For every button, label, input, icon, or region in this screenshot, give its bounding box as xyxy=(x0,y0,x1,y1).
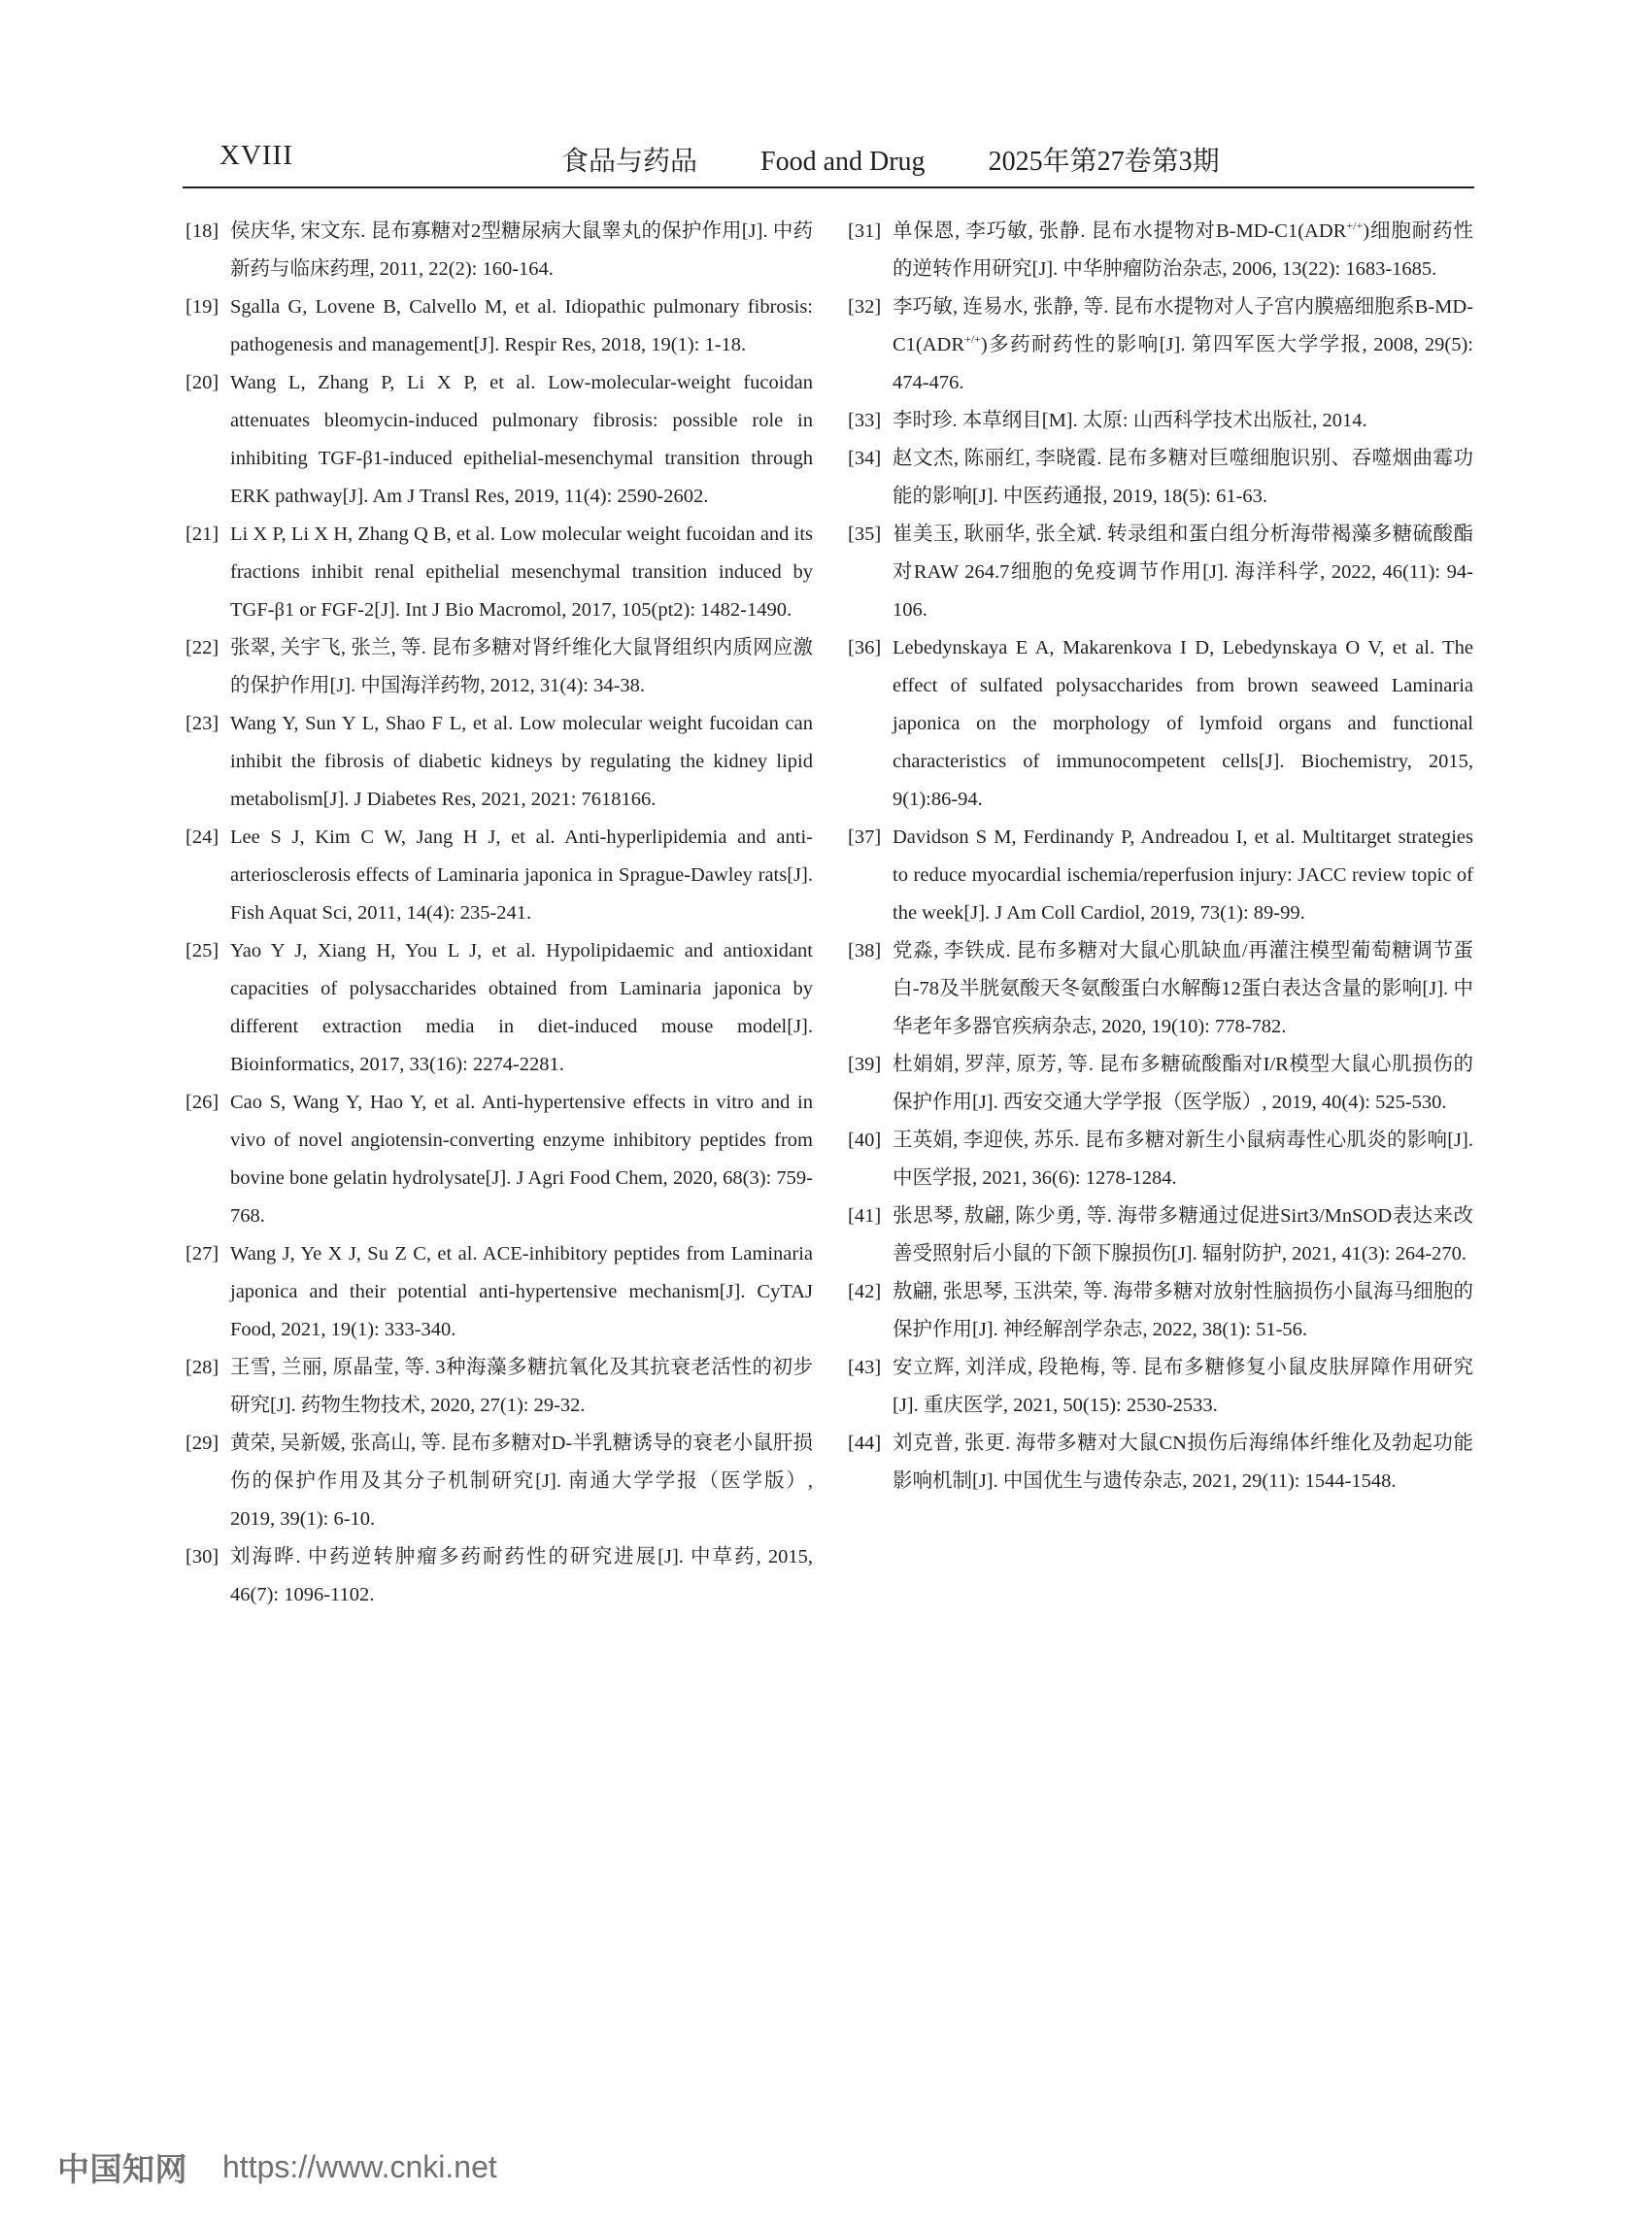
reference-text: 敖翩, 张思琴, 玉洪荣, 等. 海带多糖对放射性脑损伤小鼠海马细胞的保护作用[J]. 神经解剖学杂志, 2022, 38(1): 51-56. xyxy=(893,1281,1473,1340)
reference-text: 王英娟, 李迎侠, 苏乐. 昆布多糖对新生小鼠病毒性心肌炎的影响[J]. 中医学报, 2021, 36(6): 1278-1284. xyxy=(893,1130,1473,1189)
reference-text: Wang J, Ye X J, Su Z C, et al. ACE-inhibitory peptides from Laminaria japonica and their potential anti-hypertensive mechanism[J]. CyTAJ Food, 2021, 19(1): 333-340. xyxy=(230,1243,813,1340)
reference-number: [43] xyxy=(848,1357,882,1378)
reference-text: 张思琴, 敖翩, 陈少勇, 等. 海带多糖通过促进Sirt3/MnSOD表达来改善受照射后小鼠的下颌下腺损伤[J]. 辐射防护, 2021, 41(3): 264-270. xyxy=(893,1205,1473,1265)
running-header xyxy=(183,132,1474,188)
reference-text: 侯庆华, 宋文东. 昆布寡糖对2型糖尿病大鼠睾丸的保护作用[J]. 中药新药与临床药理, 2011, 22(2): 160-164. xyxy=(230,220,813,280)
reference-text: )多药耐药性的影响[J]. 第四军医大学学报, 2008, 29(5): 474-476. xyxy=(893,334,1473,393)
reference-number: [44] xyxy=(848,1433,882,1454)
reference-entry xyxy=(848,1197,1473,1273)
page-folio: XVIII xyxy=(219,140,293,171)
reference-text: 崔美玉, 耿丽华, 张全斌. 转录组和蛋白组分析海带褐藻多糖硫酸酯对RAW 264.7细胞的免疫调节作用[J]. 海洋科学, 2022, 46(11): 94-106. xyxy=(893,523,1473,621)
reference-entry xyxy=(848,288,1473,402)
journal-name-cn: 食品与药品 xyxy=(561,147,698,177)
reference-entry xyxy=(185,932,813,1084)
reference-number: [19] xyxy=(185,296,219,318)
reference-number: [27] xyxy=(185,1243,219,1265)
reference-entry xyxy=(185,705,813,819)
reference-number: [28] xyxy=(185,1357,219,1378)
reference-number: [29] xyxy=(185,1433,219,1454)
reference-text: 刘海晔. 中药逆转肿瘤多药耐药性的研究进展[J]. 中草药, 2015, 46(7): 1096-1102. xyxy=(230,1546,813,1605)
reference-number: [18] xyxy=(185,220,219,242)
reference-number: [32] xyxy=(848,296,882,318)
reference-entry xyxy=(185,213,813,288)
reference-entry xyxy=(848,1273,1473,1349)
cnki-logo-text: 中国知网 xyxy=(57,2150,187,2188)
reference-number: [30] xyxy=(185,1546,219,1568)
reference-text: Wang Y, Sun Y L, Shao F L, et al. Low molecular weight fucoidan can inhibit the fibrosis of diabetic kidneys by regulating the kidney lipid metabolism[J]. J Diabetes Res, 2021, 2021: 7618166. xyxy=(230,713,813,810)
reference-entry xyxy=(185,1425,813,1538)
reference-number: [37] xyxy=(848,826,882,848)
reference-entry xyxy=(185,1235,813,1349)
reference-text: )细胞耐药性的逆转作用研究[J]. 中华肿瘤防治杂志, 2006, 13(22): 1683-1685. xyxy=(893,220,1474,280)
reference-text: Yao Y J, Xiang H, You L J, et al. Hypolipidaemic and antioxidant capacities of polysaccharides obtained from Laminaria japonica by different extraction media in diet-induced mouse model[J]. Bioinformatics, 2017, 33(16): 2274-2281. xyxy=(230,940,813,1075)
reference-text: Li X P, Li X H, Zhang Q B, et al. Low molecular weight fucoidan and its fractions inhibit renal epithelial mesenchymal transition induced by TGF-β1 or FGF-2[J]. Int J Bio Macromol, 2017, 105(pt2): 1482-1490. xyxy=(230,523,813,621)
reference-text: 张翠, 关宇飞, 张兰, 等. 昆布多糖对肾纤维化大鼠肾组织内质网应激的保护作用[J]. 中国海洋药物, 2012, 31(4): 34-38. xyxy=(230,637,813,696)
reference-text: 李巧敏, 连易水, 张静, 等. 昆布水提物对人子宫内膜癌细胞系B-MD-C1(ADR xyxy=(893,296,1473,355)
references-column-right xyxy=(848,213,1473,1501)
reference-text: Sgalla G, Lovene B, Calvello M, et al. Idiopathic pulmonary fibrosis: pathogenesis and management[J]. Respir Res, 2018, 19(1): 1-18. xyxy=(230,296,813,355)
references-column-left xyxy=(185,213,813,1614)
reference-number: [41] xyxy=(848,1205,882,1227)
reference-text: 安立辉, 刘洋成, 段艳梅, 等. 昆布多糖修复小鼠皮肤屏障作用研究[J]. 重庆医学, 2021, 50(15): 2530-2533. xyxy=(893,1357,1473,1416)
reference-number: [31] xyxy=(848,220,882,242)
reference-entry xyxy=(848,402,1473,440)
reference-number: [23] xyxy=(185,713,219,734)
reference-number: [26] xyxy=(185,1092,219,1113)
journal-issue: 2025年第27卷第3期 xyxy=(988,147,1220,177)
reference-text: 赵文杰, 陈丽红, 李晓霞. 昆布多糖对巨噬细胞识别、吞噬烟曲霉功能的影响[J]. 中医药通报, 2019, 18(5): 61-63. xyxy=(893,448,1473,507)
reference-number: [21] xyxy=(185,523,219,545)
reference-number: [34] xyxy=(848,448,882,469)
reference-entry xyxy=(848,819,1473,932)
reference-text: Lebedynskaya E A, Makarenkova I D, Lebedynskaya O V, et al. The effect of sulfated polysaccharides from brown seaweed Laminaria japonica on the morphology of lymfoid organs and functional characteristics of immunocompetent cells[J]. Biochemistry, 2015, 9(1):86-94. xyxy=(893,637,1473,810)
reference-number: [40] xyxy=(848,1130,882,1151)
reference-text: Lee S J, Kim C W, Jang H J, et al. Anti-hyperlipidemia and anti-arteriosclerosis effects of Laminaria japonica in Sprague-Dawley rats[J]. Fish Aquat Sci, 2011, 14(4): 235-241. xyxy=(230,826,813,924)
reference-text: Davidson S M, Ferdinandy P, Andreadou I, et al. Multitarget strategies to reduce myocardial ischemia/reperfusion injury: JACC review topic of the week[J]. J Am Coll Cardiol, 2019, 73(1): 89-99. xyxy=(893,826,1473,924)
footer-watermark xyxy=(57,2144,497,2193)
reference-number: [20] xyxy=(185,372,219,393)
reference-entry xyxy=(185,1084,813,1235)
reference-text: 刘克普, 张更. 海带多糖对大鼠CN损伤后海绵体纤维化及勃起功能影响机制[J]. 中国优生与遗传杂志, 2021, 29(11): 1544-1548. xyxy=(893,1433,1473,1492)
reference-number: [35] xyxy=(848,523,882,545)
reference-number: [36] xyxy=(848,637,882,658)
reference-entry xyxy=(185,288,813,364)
reference-entry xyxy=(848,440,1473,516)
reference-entry xyxy=(848,1349,1473,1425)
reference-entry xyxy=(848,516,1473,629)
reference-entry xyxy=(848,1425,1473,1501)
reference-entry xyxy=(848,1046,1473,1122)
reference-text: 李时珍. 本草纲目[M]. 太原: 山西科学技术出版社, 2014. xyxy=(893,410,1367,431)
reference-entry xyxy=(848,213,1473,288)
reference-entry xyxy=(185,819,813,932)
reference-text: 单保恩, 李巧敏, 张静. 昆布水提物对B-MD-C1(ADR xyxy=(893,220,1347,242)
reference-entry xyxy=(185,516,813,629)
reference-number: [42] xyxy=(848,1281,882,1302)
reference-entry xyxy=(848,1122,1473,1197)
cnki-url[interactable]: https://www.cnki.net xyxy=(222,2149,497,2184)
reference-number: [24] xyxy=(185,826,219,848)
reference-entry xyxy=(848,629,1473,819)
reference-number: [25] xyxy=(185,940,219,961)
reference-superscript: +/+ xyxy=(964,332,981,346)
reference-entry xyxy=(185,1538,813,1614)
reference-text: 黄荣, 吴新媛, 张高山, 等. 昆布多糖对D-半乳糖诱导的衰老小鼠肝损伤的保护作用及其分子机制研究[J]. 南通大学学报（医学版）, 2019, 39(1): 6-10. xyxy=(230,1433,813,1530)
reference-text: 党淼, 李铁成. 昆布多糖对大鼠心肌缺血/再灌注模型葡萄糖调节蛋白-78及半胱氨酸天冬氨酸蛋白水解酶12蛋白表达含量的影响[J]. 中华老年多器官疾病杂志, 2020, 19(10): 778-782. xyxy=(893,940,1473,1037)
journal-name-en: Food and Drug xyxy=(760,147,926,177)
reference-number: [33] xyxy=(848,410,882,431)
reference-text: 王雪, 兰丽, 原晶莹, 等. 3种海藻多糖抗氧化及其抗衰老活性的初步研究[J]. 药物生物技术, 2020, 27(1): 29-32. xyxy=(230,1357,813,1416)
reference-entry xyxy=(185,364,813,516)
reference-text: Wang L, Zhang P, Li X P, et al. Low-molecular-weight fucoidan attenuates bleomycin-induced pulmonary fibrosis: possible role in inhibiting TGF-β1-induced epithelial-mesenchymal transition through ERK pathway[J]. Am J Transl Res, 2019, 11(4): 2590-2602. xyxy=(230,372,813,507)
reference-number: [38] xyxy=(848,940,882,961)
reference-entry xyxy=(185,1349,813,1425)
reference-text: Cao S, Wang Y, Hao Y, et al. Anti-hypertensive effects in vitro and in vivo of novel angiotensin-converting enzyme inhibitory peptides from bovine bone gelatin hydrolysate[J]. J Agri Food Chem, 2020, 68(3): 759-768. xyxy=(230,1092,813,1227)
reference-entry xyxy=(848,932,1473,1046)
reference-superscript: +/+ xyxy=(1346,219,1364,232)
reference-text: 杜娟娟, 罗萍, 原芳, 等. 昆布多糖硫酸酯对I/R模型大鼠心肌损伤的保护作用[J]. 西安交通大学学报（医学版）, 2019, 40(4): 525-530. xyxy=(893,1054,1473,1113)
reference-number: [39] xyxy=(848,1054,882,1075)
reference-entry xyxy=(185,629,813,705)
reference-number: [22] xyxy=(185,637,219,658)
journal-title xyxy=(561,140,1220,179)
